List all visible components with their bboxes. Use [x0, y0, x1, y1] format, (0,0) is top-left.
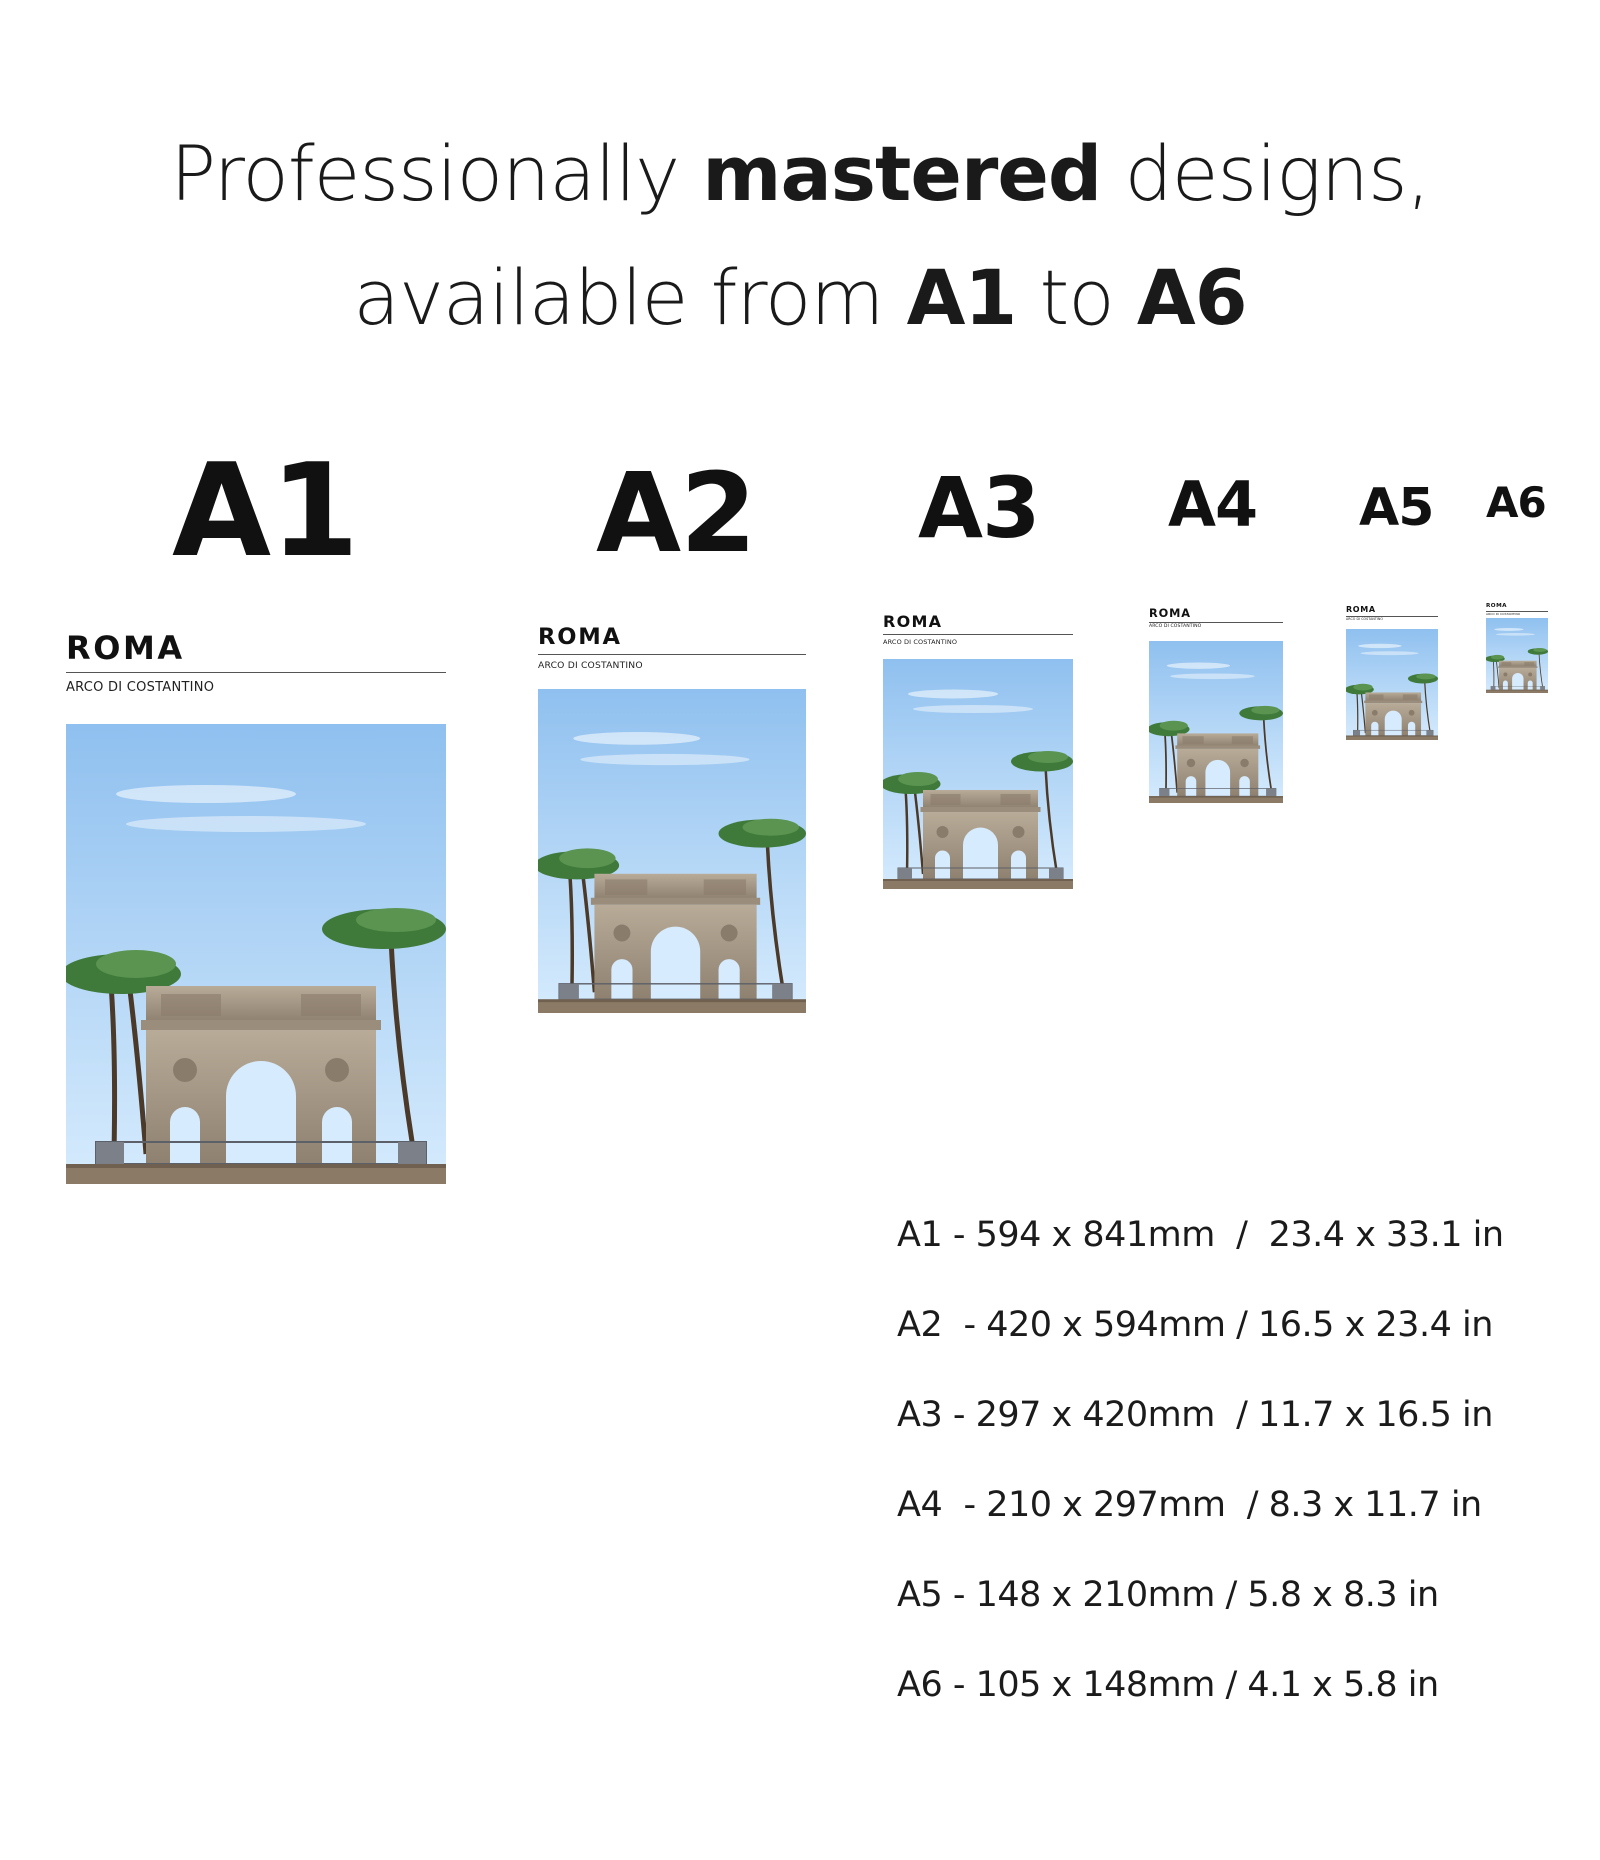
size-list-item: A5 - 148 x 210mm / 5.8 x 8.3 in	[897, 1575, 1439, 1615]
poster-rule	[538, 654, 806, 655]
poster-a4	[1149, 608, 1283, 803]
size-label-a4: A4	[1168, 468, 1258, 541]
size-label-a6: A6	[1486, 478, 1546, 527]
size-label-a1: A1	[172, 437, 359, 586]
poster-title: ROMA	[1149, 606, 1191, 620]
headline-line-2: available from A1 to A6	[353, 253, 1247, 342]
size-list	[897, 1210, 1504, 1750]
poster-image	[538, 689, 806, 1013]
size-list-item: A2 - 420 x 594mm / 16.5 x 23.4 in	[897, 1305, 1493, 1345]
poster-a2	[538, 626, 806, 1013]
poster-a6	[1486, 604, 1548, 693]
poster-subtitle: ARCO DI COSTANTINO	[1486, 611, 1521, 616]
poster-title: ROMA	[883, 612, 943, 631]
poster-subtitle: ARCO DI COSTANTINO	[1149, 624, 1202, 630]
poster-title: ROMA	[1486, 603, 1507, 609]
headline	[0, 112, 1600, 360]
poster-rule	[66, 672, 446, 673]
poster-subtitle: ARCO DI COSTANTINO	[66, 680, 215, 695]
poster-image	[1486, 618, 1548, 693]
poster-rule	[1149, 622, 1283, 623]
poster-image	[883, 659, 1073, 889]
size-list-item: A4 - 210 x 297mm / 8.3 x 11.7 in	[897, 1485, 1482, 1525]
size-list-item: A3 - 297 x 420mm / 11.7 x 16.5 in	[897, 1395, 1493, 1435]
poster-rule	[883, 634, 1073, 635]
poster-subtitle: ARCO DI COSTANTINO	[538, 659, 643, 671]
poster-subtitle: ARCO DI COSTANTINO	[883, 637, 958, 646]
poster-image	[66, 724, 446, 1184]
size-label-a2: A2	[596, 449, 756, 577]
poster-a5	[1346, 606, 1438, 740]
poster-image	[1149, 641, 1283, 803]
size-list-item: A6 - 105 x 148mm / 4.1 x 5.8 in	[897, 1665, 1439, 1705]
poster-title: ROMA	[1346, 605, 1376, 614]
poster-subtitle: ARCO DI COSTANTINO	[1346, 617, 1384, 622]
headline-line-1: Professionally mastered designs,	[170, 129, 1430, 218]
poster-a1	[66, 629, 446, 1184]
size-label-a3: A3	[918, 459, 1040, 557]
size-list-item: A1 - 594 x 841mm / 23.4 x 33.1 in	[897, 1215, 1504, 1255]
size-label-a5: A5	[1359, 478, 1434, 538]
poster-title: ROMA	[66, 629, 185, 667]
poster-image	[1346, 629, 1438, 740]
poster-a3	[883, 614, 1073, 889]
poster-title: ROMA	[538, 624, 622, 650]
